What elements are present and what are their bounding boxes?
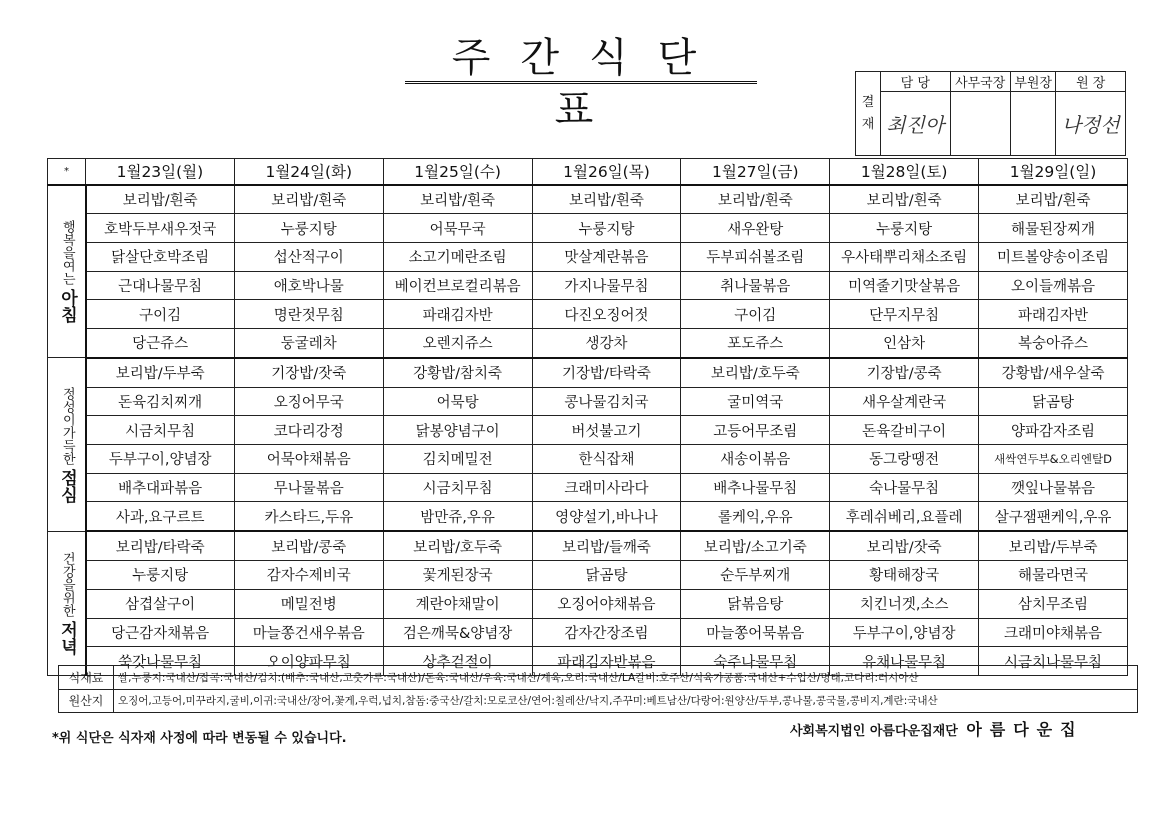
menu-item: 새우완탕: [681, 214, 830, 243]
menu-item: 롤케익,우유: [681, 502, 830, 531]
day-header: 1월26일(목): [532, 159, 681, 185]
approval-header: 원 장: [1056, 72, 1126, 92]
menu-item: 새싹연두부&오리엔탈D: [979, 445, 1128, 474]
menu-item: 크래미사라다: [532, 473, 681, 502]
menu-item: 쑥갓나물무침: [86, 647, 235, 676]
menu-item: 콩나물김치국: [532, 387, 681, 416]
menu-item: 감자수제비국: [234, 561, 383, 590]
menu-item: 파래김자반볶음: [532, 647, 681, 676]
menu-item: 인삼차: [830, 329, 979, 358]
menu-item: 닭곰탕: [979, 387, 1128, 416]
meal-row: [48, 243, 1128, 272]
menu-item: 코다리강정: [234, 416, 383, 445]
menu-item: 오이양파무침: [234, 647, 383, 676]
corner-cell: *: [48, 159, 86, 185]
menu-item: 어묵탕: [383, 387, 532, 416]
menu-item: 닭살단호박조림: [86, 243, 235, 272]
menu-item: 당근감자채볶음: [86, 618, 235, 647]
origin-table: [58, 665, 1138, 713]
menu-item: 보리밥/흰죽: [979, 185, 1128, 214]
menu-item: 새송이볶음: [681, 445, 830, 474]
approval-header: 부원장: [1010, 72, 1056, 92]
day-header: 1월25일(수): [383, 159, 532, 185]
menu-item: 보리밥/흰죽: [383, 185, 532, 214]
menu-item: 생강차: [532, 329, 681, 358]
approval-side-label: 결재: [856, 72, 881, 156]
menu-item: 황태해장국: [830, 561, 979, 590]
menu-item: 메밀전병: [234, 589, 383, 618]
meal-row: [48, 300, 1128, 329]
menu-item: 보리밥/호두죽: [383, 531, 532, 560]
menu-item: 숙나물무침: [830, 473, 979, 502]
menu-item: 순두부찌개: [681, 561, 830, 590]
menu-item: 구이김: [681, 300, 830, 329]
menu-item: 시금치나물무침: [979, 647, 1128, 676]
menu-item: 오이들깨볶음: [979, 271, 1128, 300]
menu-item: 배추대파볶음: [86, 473, 235, 502]
menu-item: 단무지무침: [830, 300, 979, 329]
menu-item: 보리밥/흰죽: [234, 185, 383, 214]
menu-item: 돈육김치찌개: [86, 387, 235, 416]
meal-row: [48, 589, 1128, 618]
menu-item: 두부구이,양념장: [830, 618, 979, 647]
menu-item: 복숭아쥬스: [979, 329, 1128, 358]
approval-header: 담 당: [881, 72, 951, 92]
menu-item: 숙주나물무침: [681, 647, 830, 676]
menu-item: 누룽지탕: [830, 214, 979, 243]
org-prefix: 사회복지법인 아름다운집재단: [790, 724, 958, 739]
meal-label-big: 아침: [57, 288, 78, 323]
menu-item: 오징어무국: [234, 387, 383, 416]
approval-header: 사무국장: [950, 72, 1010, 92]
meal-row: [48, 531, 1128, 560]
menu-item: 보리밥/들깨죽: [532, 531, 681, 560]
menu-item: 꽃게된장국: [383, 561, 532, 590]
meal-row: [48, 214, 1128, 243]
menu-item: 닭곰탕: [532, 561, 681, 590]
menu-item: 소고기메란조림: [383, 243, 532, 272]
menu-item: 우사태뿌리채소조림: [830, 243, 979, 272]
meal-label-small: 행복을여는: [59, 219, 75, 285]
menu-item: 보리밥/호두죽: [681, 358, 830, 387]
signature: [950, 92, 1010, 156]
menu-item: 계란야채말이: [383, 589, 532, 618]
footnote: *위 식단은 식자재 사정에 따라 변동될 수 있습니다.: [52, 731, 347, 746]
menu-item: 닭봉양념구이: [383, 416, 532, 445]
menu-item: 보리밥/타락죽: [86, 531, 235, 560]
menu-item: 섭산적구이: [234, 243, 383, 272]
menu-item: 누룽지탕: [86, 561, 235, 590]
menu-item: 둥굴레차: [234, 329, 383, 358]
menu-item: 사과,요구르트: [86, 502, 235, 531]
meal-row: [48, 618, 1128, 647]
menu-item: 보리밥/흰죽: [830, 185, 979, 214]
meal-label-big: 점심: [57, 468, 78, 503]
menu-item: 기장밥/타락죽: [532, 358, 681, 387]
menu-item: 깻잎나물볶음: [979, 473, 1128, 502]
menu-item: 강황밥/참치죽: [383, 358, 532, 387]
menu-item: 취나물볶음: [681, 271, 830, 300]
menu-item: 파래김자반: [979, 300, 1128, 329]
menu-item: 보리밥/잣죽: [830, 531, 979, 560]
day-header: 1월27일(금): [681, 159, 830, 185]
menu-item: 검은깨묵&양념장: [383, 618, 532, 647]
menu-table: [47, 158, 1128, 676]
menu-item: 누룽지탕: [234, 214, 383, 243]
menu-item: 구이김: [86, 300, 235, 329]
menu-item: 양파감자조림: [979, 416, 1128, 445]
menu-item: 살구잼팬케익,우유: [979, 502, 1128, 531]
meal-row: [48, 329, 1128, 358]
menu-item: 강황밥/새우살죽: [979, 358, 1128, 387]
menu-item: 두부피쉬볼조림: [681, 243, 830, 272]
origin-line: 쌀,누룽지:국내산/잡곡:국내산/김치:(배추:국내산,고춧가루:국내산)/돈육:국내산/우육:국내산/계육,오리:국내산/LA갈비:호주산/식육가공품:국내산+수입산/명태,코다리:러시아산: [114, 666, 1138, 690]
meal-label-big: 저녁: [57, 620, 78, 655]
menu-item: 어묵야채볶음: [234, 445, 383, 474]
menu-item: 동그랑땡전: [830, 445, 979, 474]
menu-item: 포도쥬스: [681, 329, 830, 358]
menu-item: 무나물볶음: [234, 473, 383, 502]
menu-item: 보리밥/콩죽: [234, 531, 383, 560]
menu-item: 마늘쫑건새우볶음: [234, 618, 383, 647]
menu-item: 새우살계란국: [830, 387, 979, 416]
menu-item: 파래김자반: [383, 300, 532, 329]
menu-item: 가지나물무침: [532, 271, 681, 300]
menu-item: 굴미역국: [681, 387, 830, 416]
meal-row: [48, 358, 1128, 387]
menu-item: 크래미야채볶음: [979, 618, 1128, 647]
meal-label: [48, 358, 86, 531]
menu-item: 베이컨브로컬리볶음: [383, 271, 532, 300]
menu-item: 해물된장찌개: [979, 214, 1128, 243]
signature: 나정선: [1056, 92, 1126, 156]
menu-item: 감자간장조림: [532, 618, 681, 647]
org-name: 아름다운집: [966, 720, 1084, 739]
menu-item: 치킨너겟,소스: [830, 589, 979, 618]
menu-item: 상추겉절이: [383, 647, 532, 676]
menu-item: 애호박나물: [234, 271, 383, 300]
menu-item: 김치메밀전: [383, 445, 532, 474]
menu-item: 보리밥/흰죽: [681, 185, 830, 214]
menu-item: 오징어야채볶음: [532, 589, 681, 618]
menu-item: 배추나물무침: [681, 473, 830, 502]
page-title: 주간식단표: [405, 32, 757, 84]
meal-row: [48, 416, 1128, 445]
origin-line: 오징어,고등어,미꾸라지,굴비,이귀:국내산/장어,꽃게,우럭,넙치,참돔:중국산/갈치:모로코산/연어:칠레산/낙지,주꾸미:베트남산/다랑어:원양산/두부,콩나물,콩국물,콩비지,계란:국내산: [114, 689, 1138, 713]
menu-item: 마늘쫑어묵볶음: [681, 618, 830, 647]
menu-item: 보리밥/흰죽: [86, 185, 235, 214]
menu-item: 미역줄기맛살볶음: [830, 271, 979, 300]
meal-row: [48, 445, 1128, 474]
signature: 최진아: [881, 92, 951, 156]
menu-item: 보리밥/소고기죽: [681, 531, 830, 560]
menu-item: 보리밥/두부죽: [979, 531, 1128, 560]
menu-item: 한식잡채: [532, 445, 681, 474]
menu-item: 밤만쥬,우유: [383, 502, 532, 531]
menu-item: 명란젓무침: [234, 300, 383, 329]
menu-item: 삼겹살구이: [86, 589, 235, 618]
menu-item: 돈육갈비구이: [830, 416, 979, 445]
origin-label: 원산지: [59, 689, 114, 713]
menu-item: 두부구이,양념장: [86, 445, 235, 474]
approval-box: [855, 71, 1126, 156]
menu-item: 근대나물무침: [86, 271, 235, 300]
organization: [790, 717, 1084, 740]
meal-label-small: 정성이가득한: [59, 386, 75, 465]
menu-item: 기장밥/콩죽: [830, 358, 979, 387]
meal-label: [48, 185, 86, 358]
menu-item: 고등어무조림: [681, 416, 830, 445]
menu-item: 오렌지쥬스: [383, 329, 532, 358]
meal-row: [48, 561, 1128, 590]
menu-item: 누룽지탕: [532, 214, 681, 243]
menu-item: 후레쉬베리,요플레: [830, 502, 979, 531]
day-header: 1월23일(월): [86, 159, 235, 185]
meal-row: [48, 387, 1128, 416]
menu-item: 닭볶음탕: [681, 589, 830, 618]
menu-item: 보리밥/흰죽: [532, 185, 681, 214]
meal-label-small: 건강을위한: [59, 551, 75, 617]
menu-item: 유채나물무침: [830, 647, 979, 676]
menu-item: 기장밥/잣죽: [234, 358, 383, 387]
menu-item: 시금치무침: [383, 473, 532, 502]
menu-item: 맛살계란볶음: [532, 243, 681, 272]
signature: [1010, 92, 1056, 156]
meal-row: [48, 185, 1128, 214]
menu-item: 버섯불고기: [532, 416, 681, 445]
meal-row: [48, 473, 1128, 502]
menu-item: 삼치무조림: [979, 589, 1128, 618]
menu-item: 해물라면국: [979, 561, 1128, 590]
menu-item: 카스타드,두유: [234, 502, 383, 531]
menu-item: 어묵무국: [383, 214, 532, 243]
menu-item: 보리밥/두부죽: [86, 358, 235, 387]
menu-item: 다진오징어젓: [532, 300, 681, 329]
menu-item: 시금치무침: [86, 416, 235, 445]
menu-item: 당근쥬스: [86, 329, 235, 358]
meal-row: [48, 271, 1128, 300]
day-header: 1월24일(화): [234, 159, 383, 185]
menu-item: 영양설기,바나나: [532, 502, 681, 531]
meal-label: [48, 531, 86, 675]
menu-item: 호박두부새우젓국: [86, 214, 235, 243]
origin-label: 식재료: [59, 666, 114, 690]
day-header: 1월29일(일): [979, 159, 1128, 185]
day-header: 1월28일(토): [830, 159, 979, 185]
meal-row: [48, 502, 1128, 531]
menu-item: 미트볼양송이조림: [979, 243, 1128, 272]
